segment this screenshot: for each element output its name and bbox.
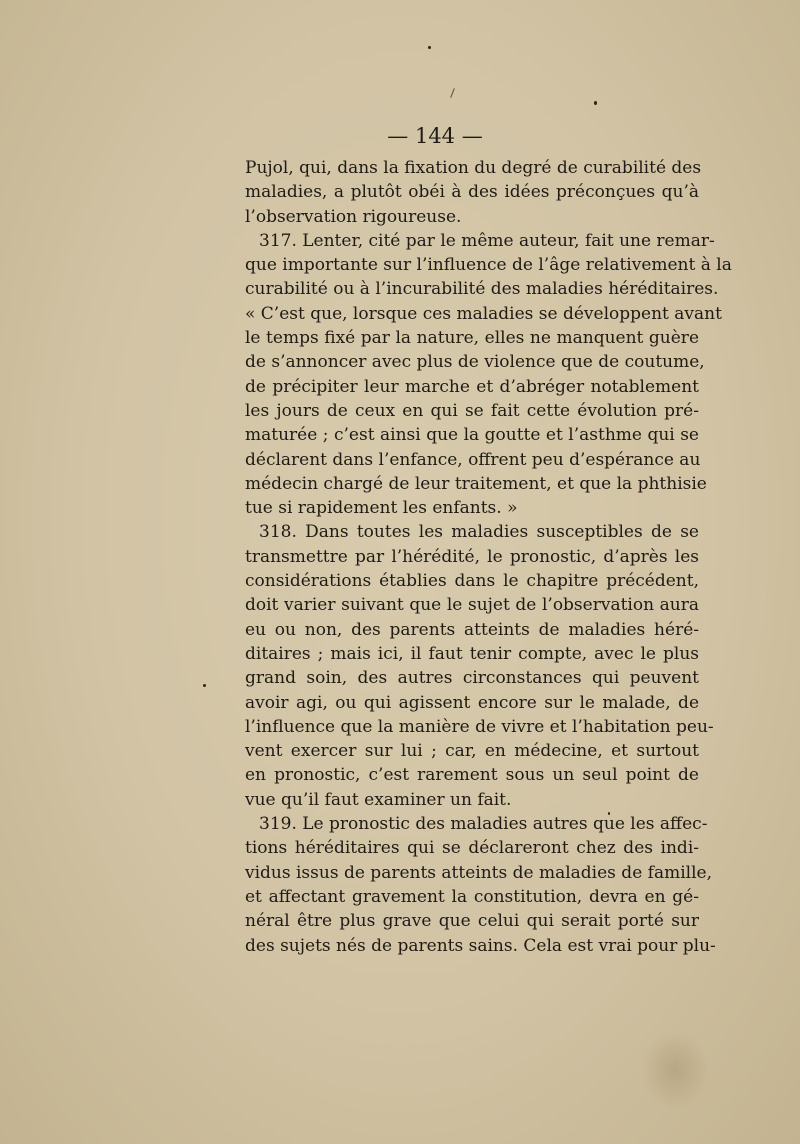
text-line: eu ou non, des parents atteints de maladies héré- <box>245 619 699 640</box>
text-line: maturée ; c’est ainsi que la goutte et l’asthme qui se <box>245 425 699 446</box>
text-line: transmettre par l’hérédité, le pronostic, d’après les <box>245 546 699 567</box>
text-line: que importante sur l’influence de l’âge relativement à la <box>245 255 732 276</box>
text-line: l’observation rigoureuse. <box>245 206 462 227</box>
text-line: vent exercer sur lui ; car, en médecine, et surtout <box>245 741 699 762</box>
text-line: médecin chargé de leur traitement, et que la phthisie <box>245 473 707 494</box>
text-line: doit varier suivant que le sujet de l’observation aura <box>245 595 699 616</box>
ink-spot <box>428 46 431 49</box>
text-line: « C’est que, lorsque ces maladies se développent avant <box>245 303 722 324</box>
text-line: déclarent dans l’enfance, offrent peu d’espérance au <box>245 449 701 470</box>
text-line: curabilité ou à l’incurabilité des maladies héréditaires. <box>245 279 719 300</box>
ink-mark <box>450 88 455 98</box>
text-line: grand soin, des autres circonstances qui peuvent <box>245 668 699 689</box>
text-line: 319. Le pronostic des maladies autres que les affec- <box>259 814 708 835</box>
text-line: 317. Lenter, cité par le même auteur, fait une remar- <box>259 230 715 251</box>
text-line: vidus issus de parents atteints de maladies de famille, <box>245 862 712 883</box>
body-text <box>245 156 732 958</box>
text-line: de s’annoncer avec plus de violence que de coutume, <box>245 352 705 373</box>
text-line: de précipiter leur marche et d’abréger notablement <box>245 376 699 397</box>
text-line: les jours de ceux en qui se fait cette évolution pré- <box>245 400 699 421</box>
text-line: maladies, a plutôt obéi à des idées préconçues qu’à <box>245 182 699 203</box>
text-line: Pujol, qui, dans la fixation du degré de curabilité des <box>245 158 702 178</box>
text-line: tions héréditaires qui se déclareront chez des indi- <box>245 838 699 859</box>
page-number: — 144 — <box>387 124 483 148</box>
text-line: tue si rapidement les enfants. » <box>245 498 518 519</box>
ink-spot <box>594 101 597 105</box>
ink-spot <box>203 684 206 687</box>
text-line: des sujets nés de parents sains. Cela est vrai pour plu- <box>245 935 716 956</box>
text-line: en pronostic, c’est rarement sous un seul point de <box>245 765 699 786</box>
text-line: néral être plus grave que celui qui serait porté sur <box>245 911 699 932</box>
text-line: vue qu’il faut examiner un fait. <box>245 789 512 810</box>
text-line: le temps fixé par la nature, elles ne manquent guère <box>245 328 699 349</box>
text-line: ditaires ; mais ici, il faut tenir compte, avec le plus <box>245 643 699 664</box>
text-line: avoir agi, ou qui agissent encore sur le malade, de <box>245 692 699 713</box>
text-line: considérations établies dans le chapitre précédent, <box>245 571 699 592</box>
text-line: 318. Dans toutes les maladies susceptibles de se <box>259 522 699 543</box>
text-line: l’influence que la manière de vivre et l’habitation peu- <box>245 716 714 737</box>
paper-stain <box>640 1030 710 1110</box>
text-line: et affectant gravement la constitution, devra en gé- <box>245 886 699 907</box>
